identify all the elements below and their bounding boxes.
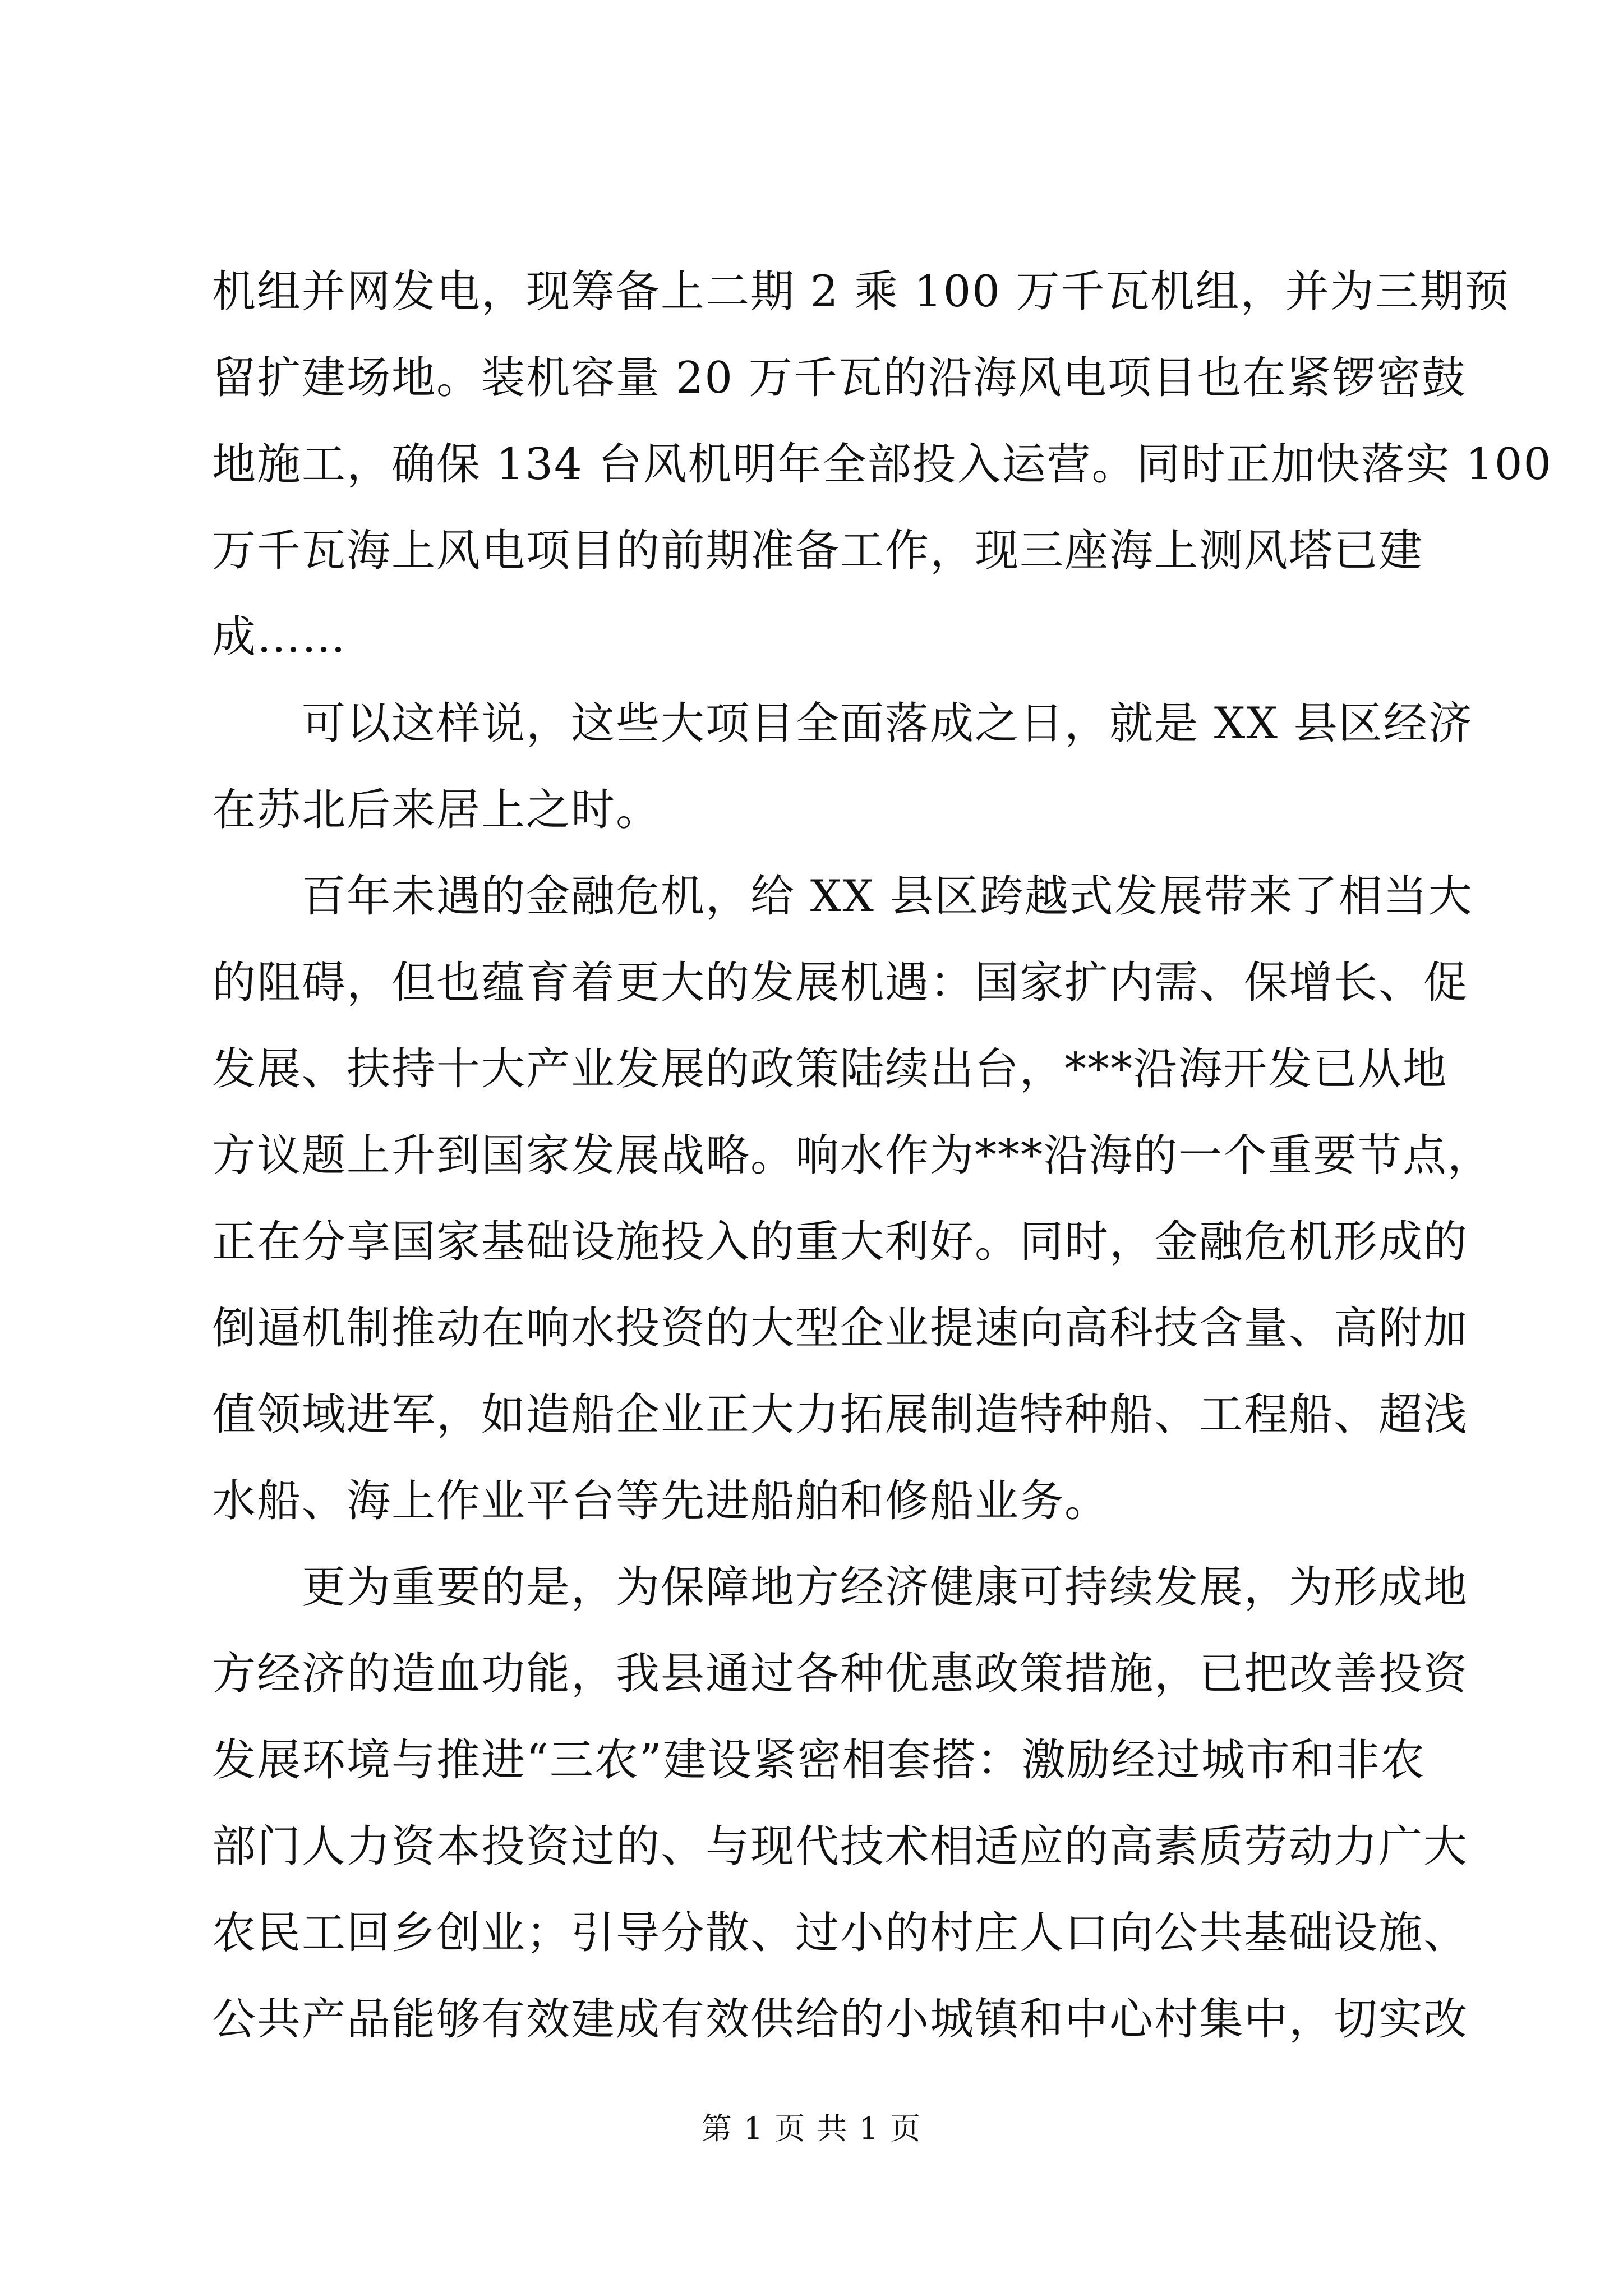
text-line: 水船、海上作业平台等先进船舶和修船业务。: [212, 1476, 1110, 1526]
text-line: 地施工，确保 134 台风机明年全部投入运营。同时正加快落实 100: [212, 439, 1553, 490]
text-line: 部门人力资本投资过的、与现代技术相适应的高素质劳动力广大: [212, 1821, 1469, 1872]
text-line: 成……: [212, 612, 347, 662]
text-line: 留扩建场地。装机容量 20 万千瓦的沿海风电项目也在紧锣密鼓: [212, 353, 1467, 403]
page-number-footer: 第 1 页 共 1 页: [701, 2111, 922, 2146]
text-line: 的阻碍，但也蕴育着更大的发展机遇：国家扩内需、保增长、促: [212, 958, 1469, 1008]
text-line: 值领域进军，如造船企业正大力拓展制造特种船、工程船、超浅: [212, 1389, 1469, 1440]
text-line: 倒逼机制推动在响水投资的大型企业提速向高科技含量、高附加: [212, 1303, 1469, 1354]
text-line: 在苏北后来居上之时。: [212, 785, 661, 835]
text-line: 万千瓦海上风电项目的前期准备工作，现三座海上测风塔已建: [212, 526, 1424, 576]
text-line: 机组并网发电，现筹备上二期 2 乘 100 万千瓦机组，并为三期预: [212, 266, 1510, 317]
text-line: 发展环境与推进“三农”建设紧密相套搭：激励经过城市和非农: [212, 1735, 1426, 1786]
text-line: 方议题上升到国家发展战略。响水作为***沿海的一个重要节点，: [212, 1130, 1493, 1181]
text-line: 公共产品能够有效建成有效供给的小城镇和中心村集中，切实改: [212, 1994, 1469, 2045]
text-line: 百年未遇的金融危机，给 XX 县区跨越式发展带来了相当大: [212, 871, 1473, 922]
text-line: 可以这样说，这些大项目全面落成之日，就是 XX 县区经济: [212, 698, 1473, 749]
text-line: 发展、扶持十大产业发展的政策陆续出台，***沿海开发已从地: [212, 1044, 1448, 1094]
text-line: 农民工回乡创业；引导分散、过小的村庄人口向公共基础设施、: [212, 1908, 1469, 1958]
text-line: 更为重要的是，为保障地方经济健康可持续发展，为形成地: [212, 1562, 1469, 1613]
text-line: 正在分享国家基础设施投入的重大利好。同时，金融危机形成的: [212, 1217, 1469, 1267]
text-line: 方经济的造血功能，我县通过各种优惠政策措施，已把改善投资: [212, 1649, 1469, 1699]
